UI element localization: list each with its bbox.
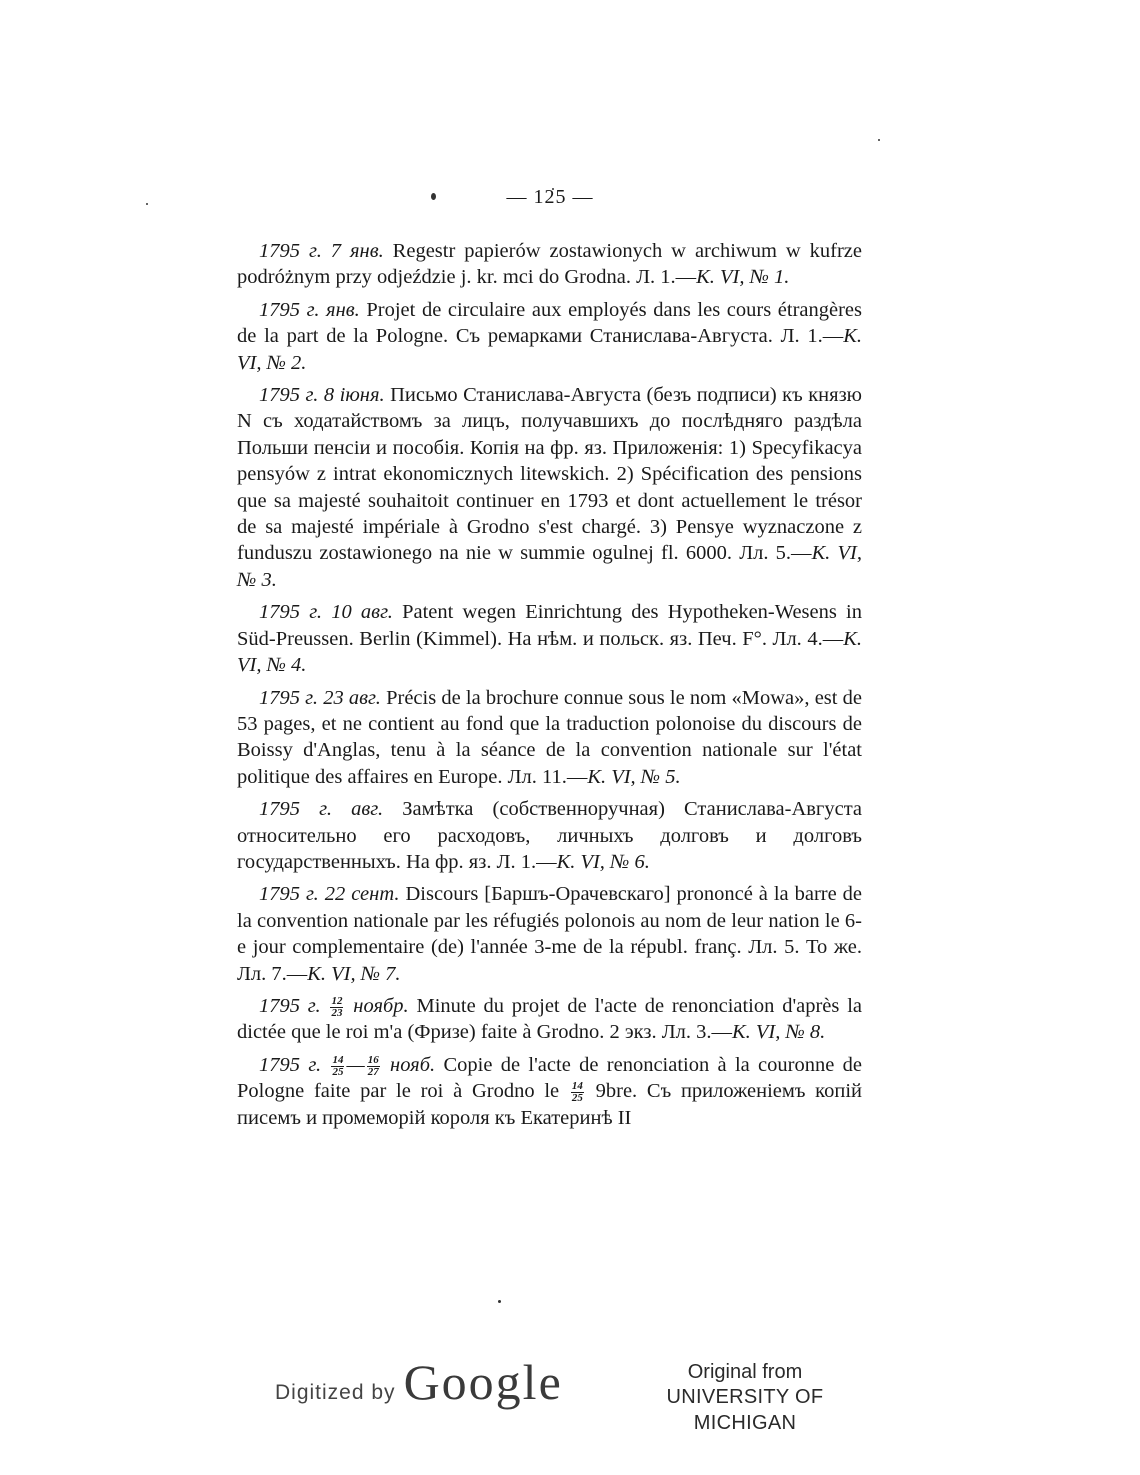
- original-source: [620, 1360, 870, 1436]
- entry-date: 1795 г. 7 янв.: [259, 240, 384, 262]
- entry-reference: К. VI, № 8.: [731, 1021, 826, 1044]
- date-fraction: $\frac{12}{23}$: [331, 994, 343, 1019]
- catalog-entry: [237, 881, 862, 987]
- catalog-entry: [237, 297, 862, 376]
- date-fraction: $\frac{14}{25}$: [332, 1053, 344, 1078]
- entry-reference: К. VI, № 6.: [556, 850, 650, 873]
- entry-reference: К. VI, № 5.: [587, 765, 681, 788]
- entry-reference: К. VI, № 1.: [696, 266, 790, 289]
- entry-date: 1795 г. авг.: [259, 798, 384, 821]
- entry-text: Regestr papierów zostawionych w archiwum w kufrze podróżnym przy odjeździe j. kr. mci do Grodna. Л. 1.—: [237, 240, 863, 289]
- page-speck: [498, 1300, 501, 1303]
- entry-date: 1795 г. 8 іюня.: [259, 384, 385, 407]
- google-logo: Google: [403, 1354, 563, 1410]
- entry-text: Замѣтка (собственноручная) Станислава-Августа относительно его расходовъ, личныхъ долговъ и долговъ государственныхъ. На фр. яз. Л. 1.—: [237, 798, 862, 873]
- entry-date: 1795 г. янв.: [259, 298, 360, 321]
- entry-date: 1795 г. $\frac{12}{23}$ ноябр.: [259, 994, 409, 1019]
- catalog-entry: [237, 1052, 862, 1131]
- digitized-label: Digitized by: [275, 1381, 396, 1404]
- entry-text: 9bre. Съ приложеніемъ копій писемъ и промеморій короля къ Екатеринѣ II: [237, 1080, 862, 1129]
- digitized-by-google: [275, 1353, 563, 1413]
- entry-text: Patent wegen Einrichtung des Hypotheken-Wesens in Süd-Preussen. Berlin (Kimmel). На нѣм. и польск. яз. Печ. F°. Лл. 4.—: [237, 601, 862, 650]
- catalog-entry: [237, 599, 862, 678]
- catalog-entry: [237, 993, 862, 1046]
- entry-date: 1795 г. 10 авг.: [259, 601, 393, 624]
- date-fraction: $\frac{16}{27}$: [367, 1053, 379, 1078]
- catalog-entry: [237, 238, 862, 291]
- entry-reference: К. VI, № 7.: [307, 962, 401, 985]
- entry-date: 1795 г. 23 авг.: [259, 686, 381, 709]
- entry-text: Précis de la brochure connue sous le nom «Mowa», est de 53 pages, et ne contient au fond que la traduction polonoise du discours de Boissy d'Anglas, tenu à la séance de la convention nationale sur l'état politique des affaires en Europe. Лл. 11.—: [237, 686, 862, 788]
- original-from-label: Original from: [687, 1361, 803, 1383]
- entry-text: Projet de circulaire aux employés dans les cours étrangères de la part de la Pologne. Съ ремарками Станислава-Августа. Л. 1.—: [237, 298, 863, 348]
- entry-date: 1795 г. $\frac{14}{25}$ — $\frac{16}{27}$ нояб.: [259, 1053, 436, 1078]
- date-fraction: $\frac{14}{25}$: [571, 1079, 583, 1104]
- entry-text: Minute du projet de l'acte de renonciation d'après la dictée que le roi m'a (Фризе) faite à Grodno. 2 экз. Лл. 3.—: [237, 994, 862, 1044]
- catalog-entries: [237, 238, 862, 1137]
- entry-date: 1795 г. 22 сент.: [259, 883, 400, 906]
- entry-reference: К. VI, № 2.: [237, 325, 862, 374]
- entry-text: Discours [Баршъ-Орачевскаго] prononcé à la barre de la convention nationale par les réfugiés polonois au nom de leur nation le 6-e jour complementaire (de) l'année 3-me de la républ. franç. Лл. 5. То же. Лл. 7.—: [237, 883, 863, 985]
- catalog-entry: [237, 382, 862, 593]
- catalog-entry: [237, 796, 862, 875]
- page-speck: [878, 139, 880, 141]
- entry-reference: К. VI, № 4.: [237, 627, 862, 677]
- entry-text: Письмо Станислава-Августа (безъ подписи) къ князю N съ ходатайствомъ за лицъ, получавшихъ до послѣдняго раздѣла Польши пенсіи и пособія. Копія на фр. яз. Приложенія: 1) Specyfikacya pensyów z intrat ekonomicznych litewskich. 2) Spécification des pensions que sa majesté souhaitoit continuer en 1793 et dont actuellement le trésor de sa majesté impériale à Grodno s'est chargé. 3) Pensye wyznaczone z funduszu zostawionego na nie w summie ogulnej fl. 6000. Лл. 5.—: [237, 384, 862, 565]
- entry-text: Copie de l'acte de renonciation à la couronne de Pologne faite par le roi à Grodno le: [237, 1053, 862, 1103]
- university-label: UNIVERSITY OF MICHIGAN: [666, 1386, 824, 1434]
- page-number: — 125 —: [506, 186, 594, 208]
- entry-reference: К. VI, № 3.: [237, 542, 862, 591]
- catalog-entry: [237, 685, 862, 791]
